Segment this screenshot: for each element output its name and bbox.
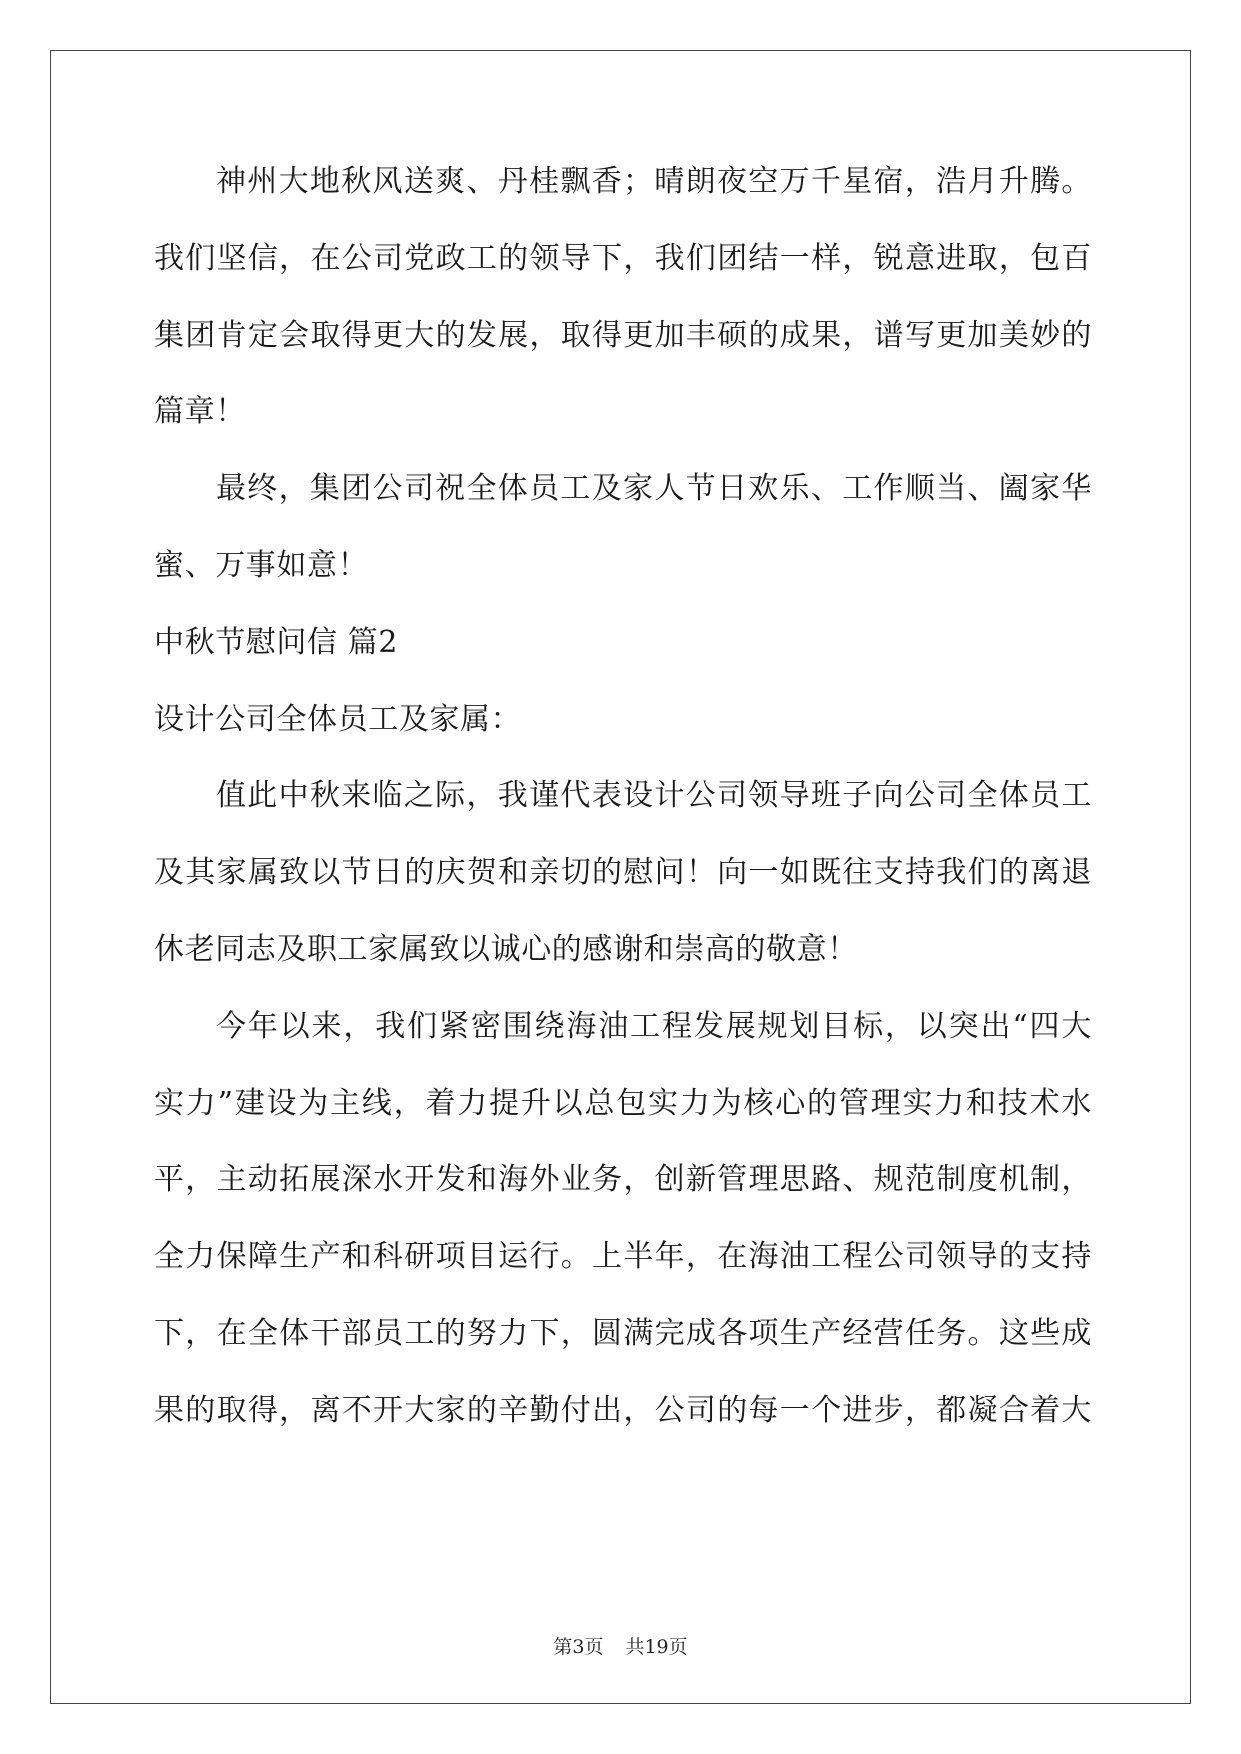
salutation: 设计公司全体员工及家属： (154, 701, 522, 737)
text-line: 平，主动拓展深水开发和海外业务，创新管理思路、规范制度机制， (154, 1162, 1092, 1198)
page-number: 第3页 (553, 1636, 604, 1658)
page-total: 共19页 (625, 1636, 688, 1658)
text-line: 实力”建设为主线，着力提升以总包实力为核心的管理实力和技术水 (154, 1085, 1092, 1121)
text-line: 蜜、万事如意！ (154, 547, 369, 583)
text-line: 今年以来，我们紧密围绕海油工程发展规划目标，以突出“四大 (216, 1008, 1092, 1044)
document-body (154, 160, 1092, 1466)
text-line: 集团肯定会取得更大的发展，取得更加丰硕的成果，谱写更加美妙的 (154, 317, 1092, 353)
text-line: 神州大地秋风送爽、丹桂飘香；晴朗夜空万千星宿，浩月升腾。 (216, 164, 1092, 199)
text-line: 篇章！ (154, 394, 246, 430)
text-line: 下，在全体干部员工的努力下，圆满完成各项生产经营任务。这些成 (154, 1315, 1092, 1351)
section-heading: 中秋节慰问信 篇2 (154, 624, 399, 660)
text-line: 果的取得，离不开大家的辛勤付出，公司的每一个进步，都凝合着大 (154, 1392, 1092, 1428)
text-line: 全力保障生产和科研项目运行。上半年，在海油工程公司领导的支持 (154, 1239, 1092, 1275)
text-line: 值此中秋来临之际，我谨代表设计公司领导班子向公司全体员工 (216, 778, 1092, 814)
page-footer (0, 1632, 1241, 1659)
text-line: 最终，集团公司祝全体员工及家人节日欢乐、工作顺当、阖家华 (216, 471, 1092, 507)
text-line: 休老同志及职工家属致以诚心的感谢和崇高的敬意！ (154, 931, 858, 967)
text-line: 我们坚信，在公司党政工的领导下，我们团结一样，锐意进取，包百 (154, 240, 1092, 276)
text-line: 及其家属致以节日的庆贺和亲切的慰问！向一如既往支持我们的离退 (154, 855, 1092, 891)
